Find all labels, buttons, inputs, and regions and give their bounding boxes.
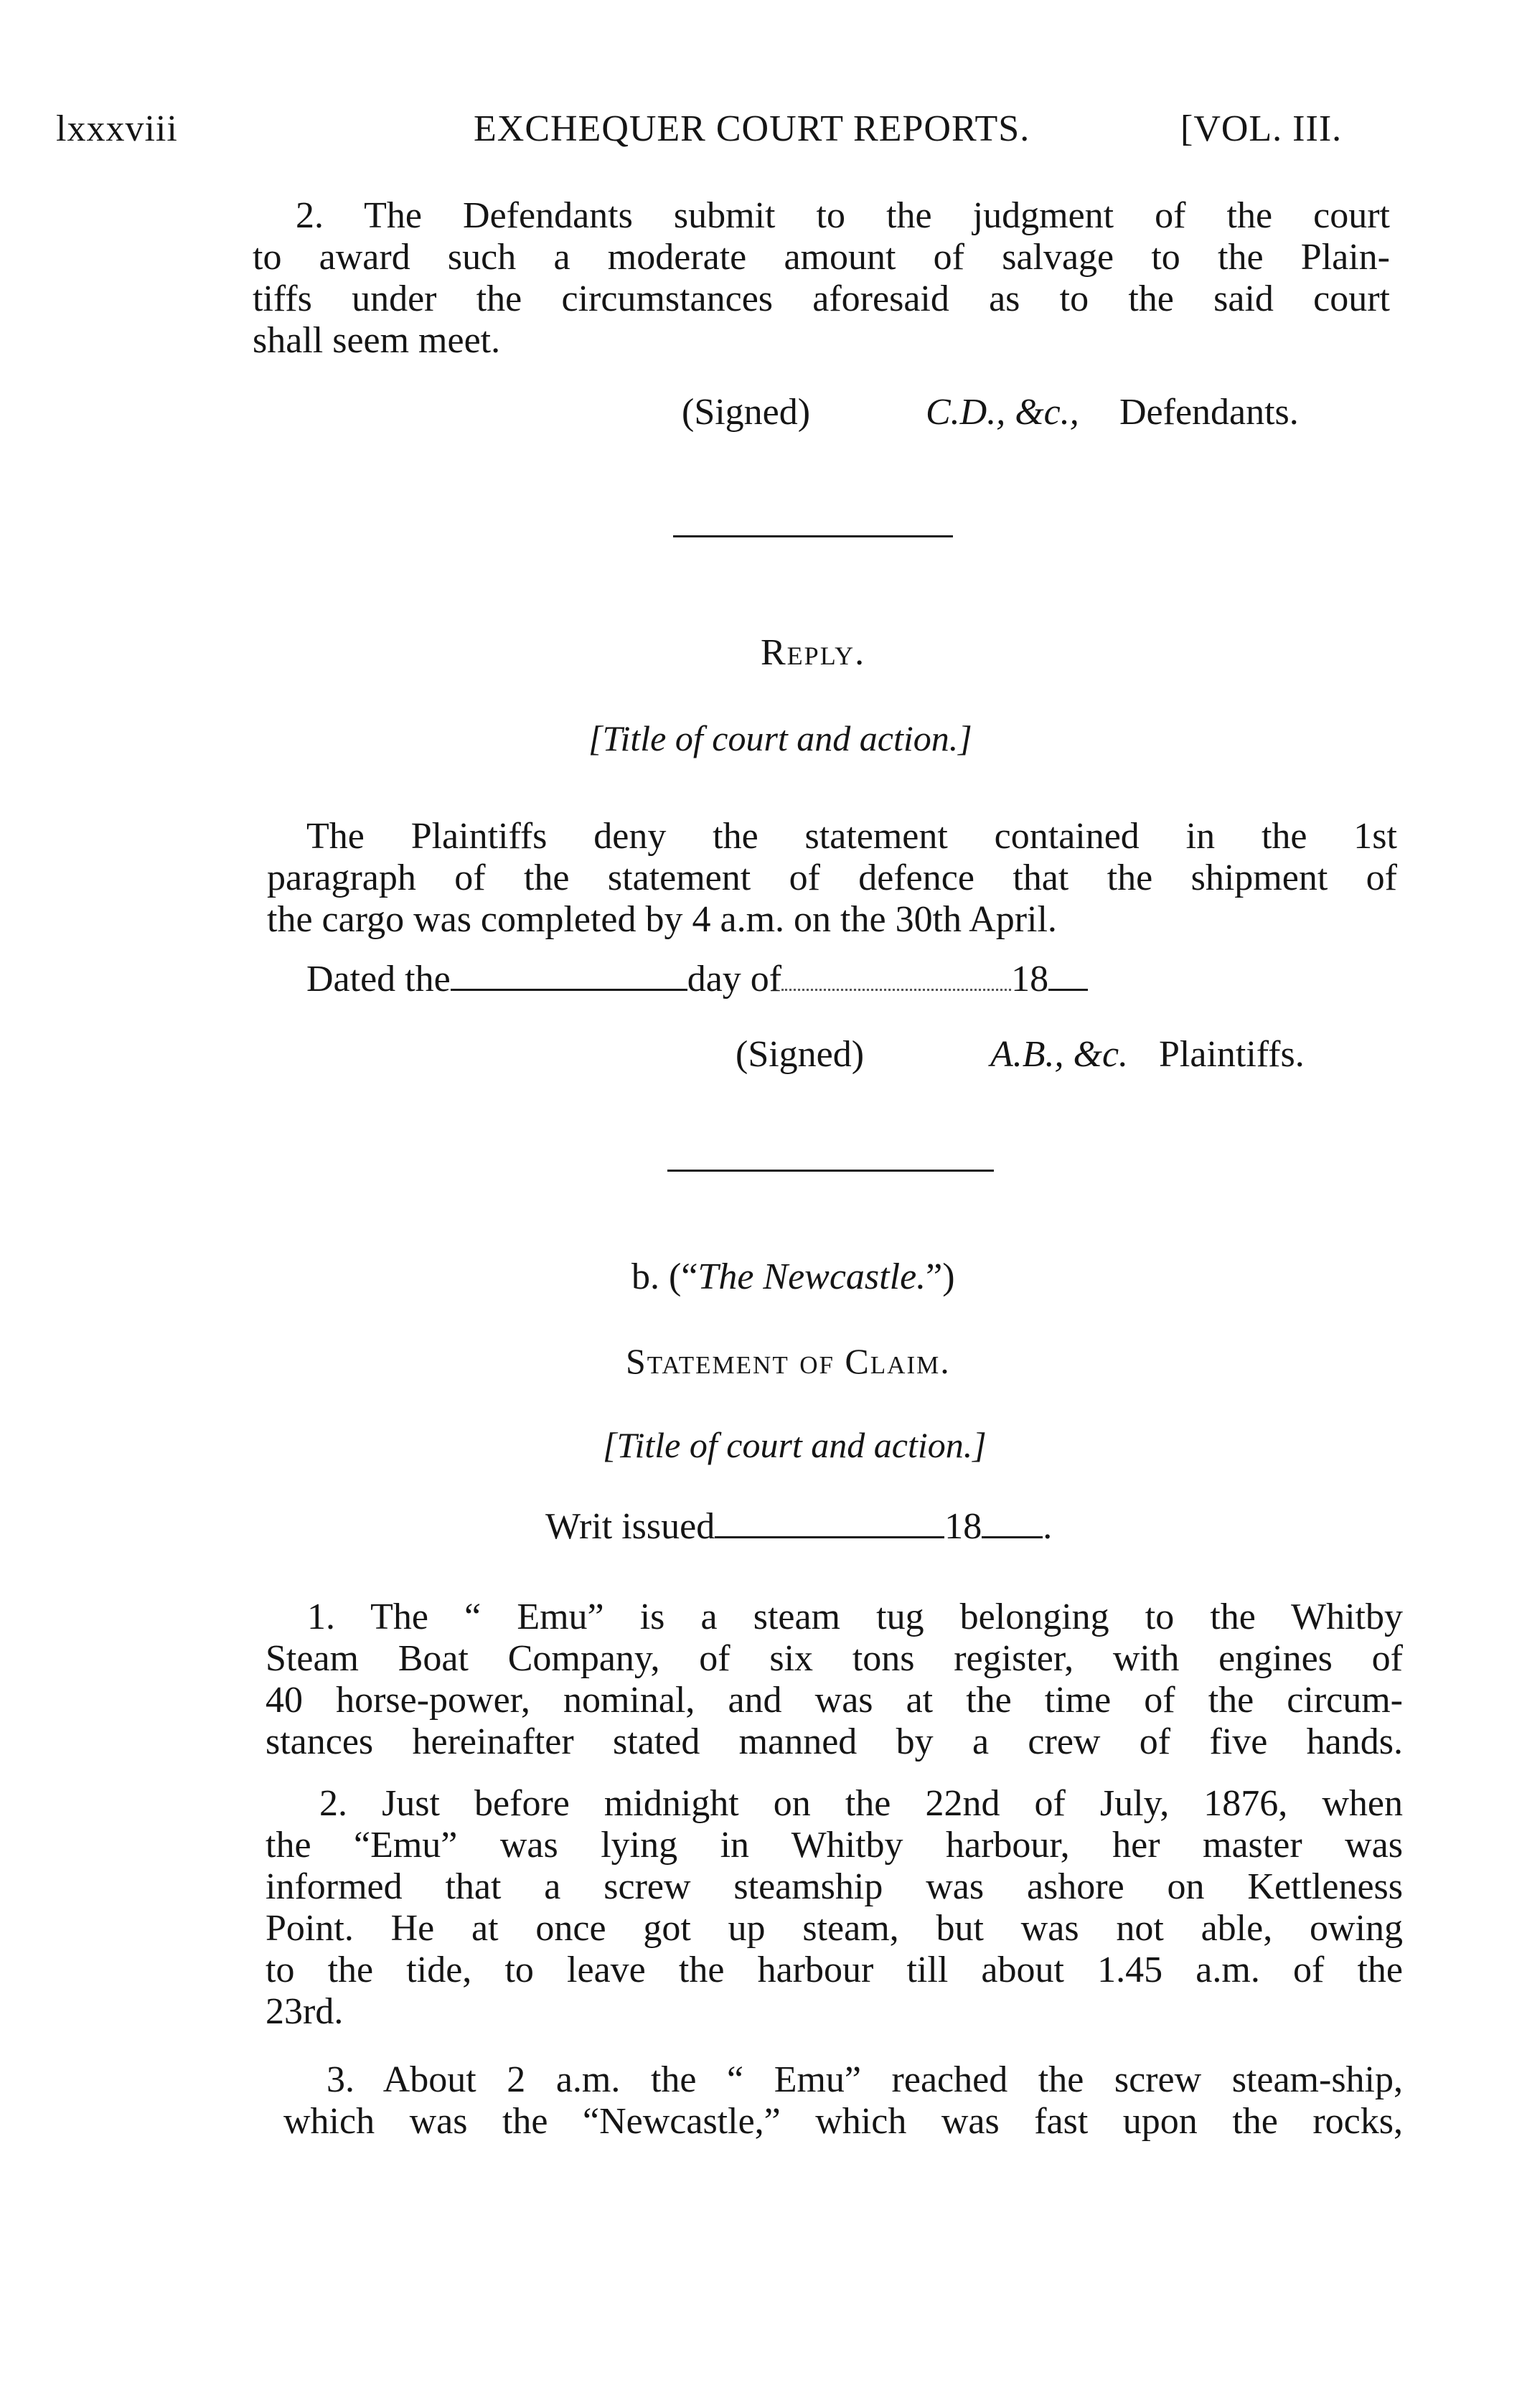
signatory-role: Defendants. [1119, 392, 1299, 433]
text-line: 23rd. [266, 1991, 344, 2032]
writ-year-blank [982, 1509, 1043, 1538]
section-divider [673, 535, 953, 537]
page-number: lxxxviii [56, 108, 178, 149]
writ-issued-line [545, 1505, 1052, 1548]
text-line: 1. The “ Emu” is a steam tug belonging to the Whitby [307, 1596, 1403, 1637]
signatory: C.D., &c., [926, 392, 1079, 433]
writ-year: 18 [944, 1506, 982, 1547]
text-line: 2. The Defendants submit to the judgment of the court [296, 195, 1390, 236]
month-blank [781, 961, 1011, 991]
signed-label: (Signed) [682, 392, 811, 433]
statement-heading: Statement of Claim. [626, 1341, 951, 1381]
text-line: 2. Just before midnight on the 22nd of July, 1876, when [319, 1783, 1403, 1824]
signatory: A.B., &c. [990, 1034, 1129, 1075]
writ-end: . [1043, 1506, 1053, 1547]
text-line: the cargo was completed by 4 a.m. on the 30th April. [267, 899, 1057, 940]
date-blank [451, 961, 687, 991]
dated-label: Dated the [306, 959, 451, 1000]
statement-title-note: [Title of court and action.] [603, 1425, 987, 1465]
signatory-role: Plaintiffs. [1159, 1034, 1305, 1075]
running-title: EXCHEQUER COURT REPORTS. [474, 108, 1030, 149]
case-name: The Newcastle. [697, 1256, 926, 1297]
defence-paragraph-2 [253, 195, 1390, 362]
volume-label: [VOL. III. [1180, 108, 1343, 149]
text-line: to the tide, to leave the harbour till about 1.45 a.m. of the [266, 1950, 1403, 1990]
reply-title-note: [Title of court and action.] [588, 718, 972, 758]
year-blank [1048, 961, 1088, 991]
case-prefix: b. (“ [631, 1256, 698, 1297]
reply-body [267, 816, 1397, 941]
writ-date-blank [715, 1509, 944, 1538]
dated-line [306, 958, 1088, 1000]
claim-paragraph-2 [266, 1783, 1403, 2033]
reply-heading: Reply. [761, 632, 866, 673]
text-line: Point. He at once got up steam, but was not able, owing [266, 1908, 1403, 1949]
text-line: shall seem meet. [253, 320, 501, 361]
case-heading [631, 1256, 955, 1298]
text-line: 3. About 2 a.m. the “ Emu” reached the screw steam-ship, [327, 2059, 1403, 2100]
text-line: The Plaintiffs deny the statement contained in the 1st [306, 816, 1397, 857]
text-line: paragraph of the statement of defence that the shipment of [267, 857, 1397, 898]
text-line: stances hereinafter stated manned by a crew of five hands. [266, 1721, 1403, 1762]
year-prefix: 18 [1011, 959, 1049, 1000]
text-line: to award such a moderate amount of salvage to the Plain- [253, 237, 1390, 278]
writ-issued-label: Writ issued [545, 1506, 715, 1547]
case-suffix: ”) [926, 1256, 955, 1297]
section-divider [667, 1170, 994, 1172]
text-line: which was the “Newcastle,” which was fast upon the rocks, [283, 2101, 1403, 2142]
text-line: tiffs under the circumstances aforesaid as to the said court [253, 278, 1390, 319]
day-of-label: day of [687, 959, 782, 1000]
claim-paragraph-1 [266, 1596, 1403, 1763]
text-line: informed that a screw steamship was ashore on Kettleness [266, 1866, 1403, 1907]
text-line: Steam Boat Company, of six tons register, with engines of [266, 1638, 1403, 1679]
signed-label: (Signed) [736, 1034, 865, 1075]
text-line: the “Emu” was lying in Whitby harbour, her master was [266, 1825, 1403, 1866]
text-line: 40 horse-power, nominal, and was at the time of the circum- [266, 1680, 1403, 1721]
claim-paragraph-3 [283, 2059, 1403, 2143]
